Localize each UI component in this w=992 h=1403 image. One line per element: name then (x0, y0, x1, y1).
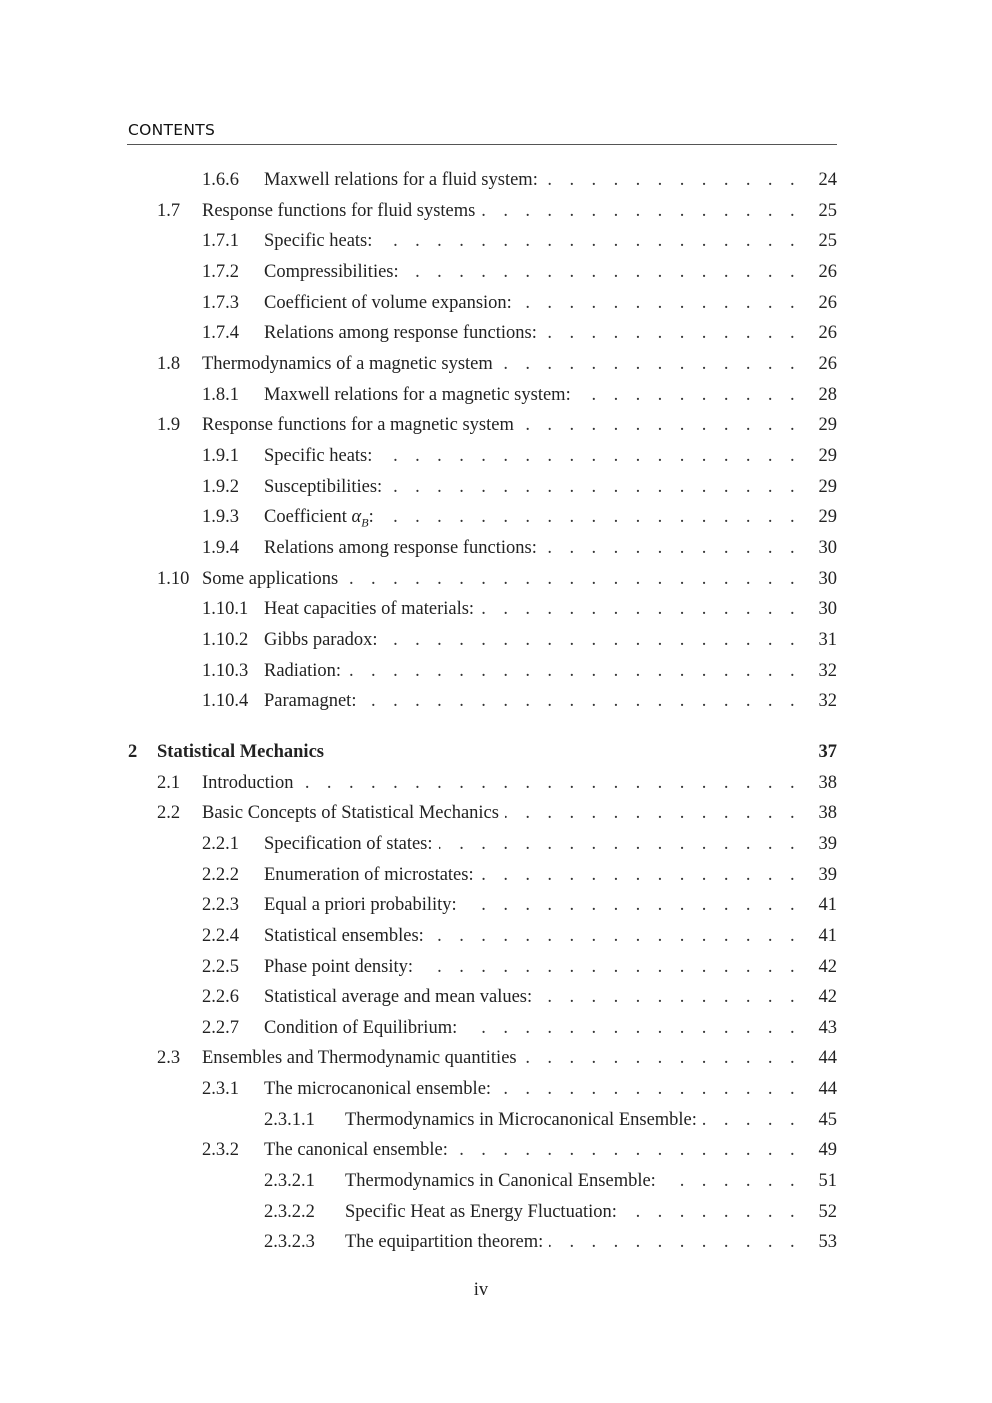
entry-number: 1.10.2 (202, 629, 249, 650)
math-subscript: B (361, 515, 369, 530)
toc-entry[interactable] (0, 924, 837, 948)
entry-title (202, 352, 499, 376)
entry-title (264, 321, 543, 345)
entry-title-text: Compressibilities: (264, 261, 399, 282)
entry-page-number: 42 (818, 956, 837, 977)
dot-leader (549, 1230, 815, 1254)
math-symbol: α (351, 507, 362, 528)
dot-leader (481, 199, 815, 223)
toc-entry[interactable] (0, 893, 837, 917)
entry-title-text: Some applications (202, 568, 339, 589)
toc-chapter-entry[interactable] (0, 740, 837, 764)
entry-title (264, 383, 577, 407)
toc-entry[interactable] (0, 1016, 837, 1040)
toc-entry[interactable] (0, 475, 837, 499)
entry-number: 2.3.1 (202, 1079, 239, 1100)
entry-title-text: Statistical Mechanics (157, 741, 324, 762)
entry-title-text: Response functions for a magnetic system (202, 415, 514, 436)
dot-leader (405, 260, 815, 284)
entry-title (202, 199, 481, 223)
entry-title (264, 924, 430, 948)
entry-number: 1.9 (157, 415, 181, 436)
entry-page-number: 26 (818, 353, 837, 374)
entry-title (264, 505, 380, 535)
toc-entry[interactable] (0, 659, 837, 683)
running-header: CONTENTS (128, 121, 216, 139)
entry-title (202, 1046, 523, 1070)
dot-leader (623, 1200, 815, 1224)
dot-leader (344, 567, 815, 591)
entry-number: 2.3.1.1 (264, 1109, 315, 1130)
toc-entry[interactable] (0, 801, 837, 825)
entry-title-text: Specification of states: (264, 833, 433, 854)
entry-title-text: Phase point density: (264, 956, 414, 977)
header-rule (127, 144, 837, 145)
dot-leader (499, 352, 815, 376)
entry-title-text: Thermodynamics in Canonical Ensemble: (345, 1171, 656, 1192)
entry-title (264, 1138, 454, 1162)
toc-entry[interactable] (0, 771, 837, 795)
dot-leader (703, 1108, 815, 1132)
entry-number: 1.7.4 (202, 323, 239, 344)
entry-number: 1.10 (157, 568, 190, 589)
dot-leader (538, 985, 815, 1009)
entry-title (264, 291, 518, 315)
entry-page-number: 30 (818, 537, 837, 558)
entry-number: 2 (128, 741, 138, 762)
toc-entry[interactable] (0, 383, 837, 407)
toc-entry[interactable] (0, 321, 837, 345)
entry-number: 1.8.1 (202, 384, 239, 405)
title-suffix: : (368, 507, 374, 528)
entry-title (264, 863, 480, 887)
toc-entry[interactable] (0, 444, 837, 468)
toc-entry[interactable] (0, 1200, 837, 1224)
dot-leader (463, 893, 815, 917)
entry-page-number: 26 (818, 323, 837, 344)
entry-title (264, 985, 538, 1009)
entry-title-text: Radiation: (264, 660, 342, 681)
entry-title (202, 413, 520, 437)
entry-title-text: Heat capacities of materials: (264, 599, 475, 620)
dot-leader (378, 444, 815, 468)
toc-entry[interactable] (0, 955, 837, 979)
entry-number: 1.10.4 (202, 691, 249, 712)
dot-leader (439, 832, 815, 856)
entry-title (264, 168, 544, 192)
entry-title-text: Relations among response functions: (264, 537, 537, 558)
entry-title-text: Susceptibilities: (264, 476, 383, 497)
entry-title (264, 475, 388, 499)
entry-title (264, 229, 378, 253)
entry-title (345, 1230, 549, 1254)
entry-number: 2.2.5 (202, 956, 239, 977)
entry-page-number: 37 (818, 741, 837, 762)
entry-number: 1.10.1 (202, 599, 249, 620)
entry-title (264, 832, 439, 856)
entry-page-number: 41 (818, 925, 837, 946)
entry-title-text: Gibbs paradox: (264, 629, 378, 650)
dot-leader (497, 1077, 815, 1101)
entry-title-text: Ensembles and Thermodynamic quantities (202, 1048, 517, 1069)
entry-title (264, 659, 347, 683)
toc-entry[interactable] (0, 352, 837, 376)
toc-entry[interactable] (0, 168, 837, 192)
entry-title (264, 1077, 497, 1101)
entry-title-text: Maxwell relations for a fluid system: (264, 170, 538, 190)
entry-page-number: 25 (818, 200, 837, 221)
toc-entry[interactable] (0, 689, 837, 713)
entry-title (345, 1200, 623, 1224)
entry-number: 1.7.3 (202, 292, 239, 313)
toc-entry[interactable] (0, 567, 837, 591)
dot-leader (505, 801, 815, 825)
entry-title-text: Introduction (202, 772, 294, 793)
dot-leader (480, 597, 815, 621)
dot-leader (463, 1016, 815, 1040)
entry-number: 1.7 (157, 200, 181, 221)
entry-page-number: 38 (818, 803, 837, 824)
toc-entry[interactable] (0, 536, 837, 560)
entry-page-number: 49 (818, 1140, 837, 1161)
entry-number: 1.9.4 (202, 537, 239, 558)
entry-number: 2.2.1 (202, 833, 239, 854)
entry-page-number: 29 (818, 507, 837, 528)
entry-title-text: Equal a priori probability: (264, 895, 457, 916)
dot-leader (577, 383, 815, 407)
entry-number: 2.2.7 (202, 1017, 239, 1038)
entry-page-number: 29 (818, 415, 837, 436)
toc-entry[interactable] (0, 413, 837, 437)
entry-page-number: 29 (818, 476, 837, 497)
toc-entry[interactable] (0, 1230, 837, 1254)
toc-entry[interactable] (0, 863, 837, 887)
entry-page-number: 52 (818, 1201, 837, 1222)
toc-entry[interactable] (0, 229, 837, 253)
entry-number: 1.8 (157, 353, 181, 374)
entry-number: 2.3.2.2 (264, 1201, 315, 1222)
entry-number: 2.3.2 (202, 1140, 239, 1161)
entry-number: 2.1 (157, 772, 181, 793)
toc-entry[interactable] (0, 1108, 837, 1132)
entry-title-text: Basic Concepts of Statistical Mechanics (202, 803, 499, 824)
entry-title-text: Relations among response functions: (264, 323, 537, 344)
toc-entry[interactable] (0, 628, 837, 652)
entry-title (345, 1169, 662, 1193)
entry-title (264, 1016, 463, 1040)
dot-leader (299, 771, 815, 795)
toc-entry[interactable] (0, 505, 837, 529)
entry-title-text: Specific heats: (264, 231, 373, 252)
entry-title-text: Specific heats: (264, 445, 373, 466)
toc-entry[interactable] (0, 832, 837, 856)
toc-entry[interactable] (0, 199, 837, 223)
entry-title-text: Statistical average and mean values: (264, 987, 533, 1008)
entry-title-text: Coefficient of volume expansion: (264, 292, 512, 313)
entry-page-number: 44 (818, 1048, 837, 1069)
entry-title (202, 771, 299, 795)
toc-entry[interactable] (0, 1046, 837, 1070)
entry-page-number: 51 (818, 1171, 837, 1192)
entry-title-text: Statistical ensembles: (264, 925, 424, 946)
toc-entry[interactable] (0, 291, 837, 315)
entry-title (202, 567, 344, 591)
entry-page-number: 39 (818, 864, 837, 885)
entry-title (157, 740, 330, 764)
dot-leader (419, 955, 815, 979)
entry-title-text: The microcanonical ensemble: (264, 1079, 492, 1100)
entry-title-text: Thermodynamics of a magnetic system (202, 353, 493, 374)
toc-entry[interactable] (0, 597, 837, 621)
entry-title-text: Enumeration of microstates: (264, 864, 474, 885)
entry-title (264, 444, 378, 468)
entry-title (264, 536, 543, 560)
dot-leader (454, 1138, 815, 1162)
page-number: iv (473, 1280, 489, 1300)
dot-leader (543, 536, 815, 560)
entry-page-number: 25 (818, 231, 837, 252)
entry-title (264, 260, 405, 284)
dot-leader (347, 659, 815, 683)
entry-title-text: Specific Heat as Energy Fluctuation: (345, 1201, 617, 1222)
entry-title-text: Coefficient (264, 507, 352, 528)
dot-leader (362, 689, 815, 713)
entry-title (264, 893, 463, 917)
entry-title-text: The equipartition theorem: (345, 1232, 544, 1253)
entry-title (264, 628, 384, 652)
entry-number: 1.9.3 (202, 507, 239, 528)
entry-number: 1.10.3 (202, 660, 249, 681)
entry-title-text: Maxwell relations for a magnetic system: (264, 384, 571, 405)
entry-title-text: Response functions for fluid systems (202, 200, 476, 221)
entry-page-number: 39 (818, 833, 837, 854)
entry-number: 1.7.2 (202, 261, 239, 282)
entry-title-text: Paramagnet: (264, 691, 357, 712)
entry-number: 2.2.6 (202, 987, 239, 1008)
dot-leader (430, 924, 815, 948)
entry-title (202, 801, 505, 825)
entry-page-number: 32 (818, 660, 837, 681)
dot-leader (388, 475, 815, 499)
entry-page-number: 44 (818, 1079, 837, 1100)
entry-title (345, 1108, 703, 1132)
entry-number: 2.3 (157, 1048, 181, 1069)
entry-number: 2.2.2 (202, 864, 239, 885)
entry-number: 1.9.1 (202, 445, 239, 466)
entry-page-number: 30 (818, 599, 837, 620)
entry-page-number: 29 (818, 445, 837, 466)
dot-leader (543, 321, 815, 345)
dot-leader (662, 1169, 815, 1193)
toc-entry[interactable] (0, 1138, 837, 1162)
entry-title-text: Thermodynamics in Microcanonical Ensemble: (345, 1109, 697, 1130)
entry-number: 2.2 (157, 803, 181, 824)
toc-entry[interactable] (0, 260, 837, 284)
entry-page-number: 45 (818, 1109, 837, 1130)
dot-leader (518, 291, 815, 315)
entry-title-text: Condition of Equilibrium: (264, 1017, 458, 1038)
entry-page-number: 38 (818, 772, 837, 793)
entry-number: 2.2.4 (202, 925, 239, 946)
dot-leader (480, 863, 815, 887)
entry-page-number: 31 (818, 629, 837, 650)
dot-leader (380, 505, 815, 529)
entry-title (264, 597, 480, 621)
entry-title-text: The canonical ensemble: (264, 1140, 448, 1161)
entry-page-number: 26 (818, 261, 837, 282)
entry-page-number: 41 (818, 895, 837, 916)
entry-number: 1.9.2 (202, 476, 239, 497)
entry-title (264, 689, 362, 713)
entry-page-number: 43 (818, 1017, 837, 1038)
entry-number: 2.3.2.3 (264, 1232, 315, 1253)
toc-entry[interactable] (0, 1169, 837, 1193)
dot-leader (520, 413, 815, 437)
entry-title (264, 955, 419, 979)
entry-page-number: 26 (818, 292, 837, 313)
entry-page-number: 32 (818, 691, 837, 712)
entry-page-number: 28 (818, 384, 837, 405)
toc-entry[interactable] (0, 1077, 837, 1101)
entry-number: 2.2.3 (202, 895, 239, 916)
dot-leader (523, 1046, 815, 1070)
dot-leader (378, 229, 815, 253)
entry-number: 1.7.1 (202, 231, 239, 252)
toc-entry[interactable] (0, 985, 837, 1009)
entry-number: 1.6.6 (202, 170, 239, 190)
entry-number: 2.3.2.1 (264, 1171, 315, 1192)
dot-leader (544, 168, 815, 192)
entry-page-number: 42 (818, 987, 837, 1008)
entry-page-number: 53 (818, 1232, 837, 1253)
entry-page-number: 24 (818, 170, 837, 190)
dot-leader (384, 628, 815, 652)
entry-page-number: 30 (818, 568, 837, 589)
